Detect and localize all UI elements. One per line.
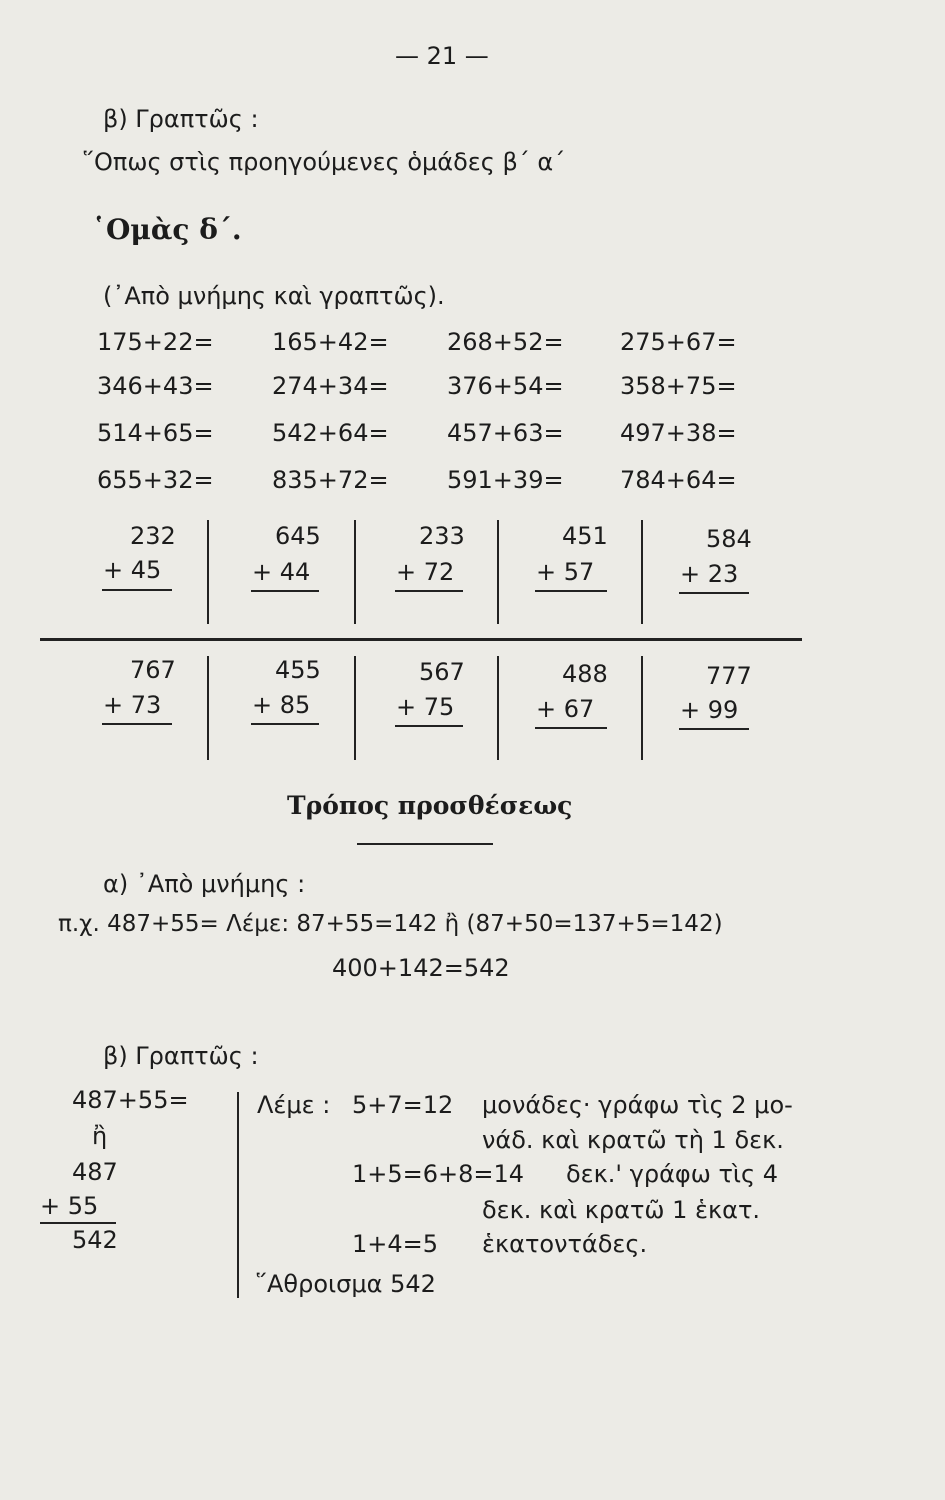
mental-item: 268+52= <box>447 328 564 356</box>
written-bottom-number: + 55 <box>40 1192 99 1220</box>
mental-item: 358+75= <box>620 372 737 400</box>
sum-line <box>679 728 749 730</box>
sum-line <box>251 590 319 592</box>
sum-line <box>102 723 172 725</box>
explanation-text: νάδ. καὶ κρατῶ τὴ 1 δεκ. <box>482 1126 784 1154</box>
section-a-title: α) ᾿Απὸ μνήμης : <box>103 870 306 898</box>
sum-line <box>395 725 463 727</box>
column-bottom-number: + 67 <box>536 695 595 723</box>
explanation-equation: 5+7=12 <box>352 1091 454 1119</box>
vertical-divider <box>237 1092 239 1298</box>
example-line-1: π.χ. 487+55= Λέμε: 87+55=142 ἢ (87+50=137+5=142) <box>58 911 723 937</box>
sum-line <box>395 590 463 592</box>
mental-item: 514+65= <box>97 419 214 447</box>
mental-item: 175+22= <box>97 328 214 356</box>
column-top-number: 455 <box>275 656 321 684</box>
column-bottom-number: + 73 <box>103 691 162 719</box>
column-top-number: 232 <box>130 522 176 550</box>
explanation-label: Λέμε : <box>257 1091 331 1119</box>
column-bottom-number: + 57 <box>536 558 595 586</box>
written-top-number: 487 <box>72 1158 118 1186</box>
column-divider <box>497 520 499 624</box>
column-divider <box>641 656 643 760</box>
column-bottom-number: + 23 <box>680 560 739 588</box>
column-top-number: 777 <box>706 662 752 690</box>
sum-total: ῞Αθροισμα 542 <box>255 1270 436 1298</box>
mental-item: 835+72= <box>272 466 389 494</box>
explanation-text: δεκ.' γράφω τὶς 4 <box>566 1160 779 1188</box>
written-equation: 487+55= <box>72 1086 189 1114</box>
explanation-text: δεκ. καὶ κρατῶ 1 ἑκατ. <box>482 1196 761 1224</box>
written-sum: 542 <box>72 1226 118 1254</box>
sum-line <box>679 592 749 594</box>
column-bottom-number: + 44 <box>252 558 311 586</box>
method-title: Τρόπος προσθέσεως <box>287 791 573 820</box>
section-b2-title: β) Γραπτῶς : <box>103 1042 259 1070</box>
section-b-title: β) Γραπτῶς : <box>103 105 259 133</box>
mental-item: 275+67= <box>620 328 737 356</box>
column-divider <box>641 520 643 624</box>
sum-line <box>40 1222 116 1224</box>
column-top-number: 567 <box>419 658 465 686</box>
mental-item: 346+43= <box>97 372 214 400</box>
column-divider <box>354 520 356 624</box>
sum-line <box>535 590 607 592</box>
column-top-number: 645 <box>275 522 321 550</box>
column-top-number: 767 <box>130 656 176 684</box>
sum-line <box>102 589 172 591</box>
page-number: — 21 — <box>395 42 489 70</box>
explanation-text: μονάδες· γράφω τὶς 2 μο- <box>482 1091 793 1119</box>
column-bottom-number: + 99 <box>680 696 739 724</box>
column-top-number: 233 <box>419 522 465 550</box>
title-underline <box>357 843 493 845</box>
section-b-note: ῞Οπως στὶς προηγούμενες ὁμάδες β΄ α΄ <box>82 148 566 176</box>
instruction: (᾿Απὸ μνήμης καὶ γραπτῶς). <box>103 282 445 310</box>
mental-item: 497+38= <box>620 419 737 447</box>
horizontal-separator <box>40 638 802 641</box>
example-line-2: 400+142=542 <box>332 954 510 982</box>
column-bottom-number: + 75 <box>396 693 455 721</box>
sum-line <box>535 727 607 729</box>
column-divider <box>497 656 499 760</box>
column-top-number: 584 <box>706 525 752 553</box>
written-or: ἢ <box>92 1122 108 1150</box>
column-divider <box>207 656 209 760</box>
column-bottom-number: + 72 <box>396 558 455 586</box>
column-top-number: 488 <box>562 660 608 688</box>
sum-line <box>251 723 319 725</box>
mental-item: 655+32= <box>97 466 214 494</box>
mental-item: 542+64= <box>272 419 389 447</box>
column-bottom-number: + 45 <box>103 556 162 584</box>
mental-item: 591+39= <box>447 466 564 494</box>
explanation-text: ἑκατοντάδες. <box>482 1230 648 1258</box>
column-divider <box>207 520 209 624</box>
column-top-number: 451 <box>562 522 608 550</box>
mental-item: 784+64= <box>620 466 737 494</box>
column-bottom-number: + 85 <box>252 691 311 719</box>
explanation-equation: 1+4=5 <box>352 1230 439 1258</box>
column-divider <box>354 656 356 760</box>
mental-item: 457+63= <box>447 419 564 447</box>
group-title: ῾Ομὰς δ΄. <box>92 213 242 246</box>
mental-item: 274+34= <box>272 372 389 400</box>
mental-item: 376+54= <box>447 372 564 400</box>
mental-item: 165+42= <box>272 328 389 356</box>
explanation-equation: 1+5=6+8=14 <box>352 1160 525 1188</box>
